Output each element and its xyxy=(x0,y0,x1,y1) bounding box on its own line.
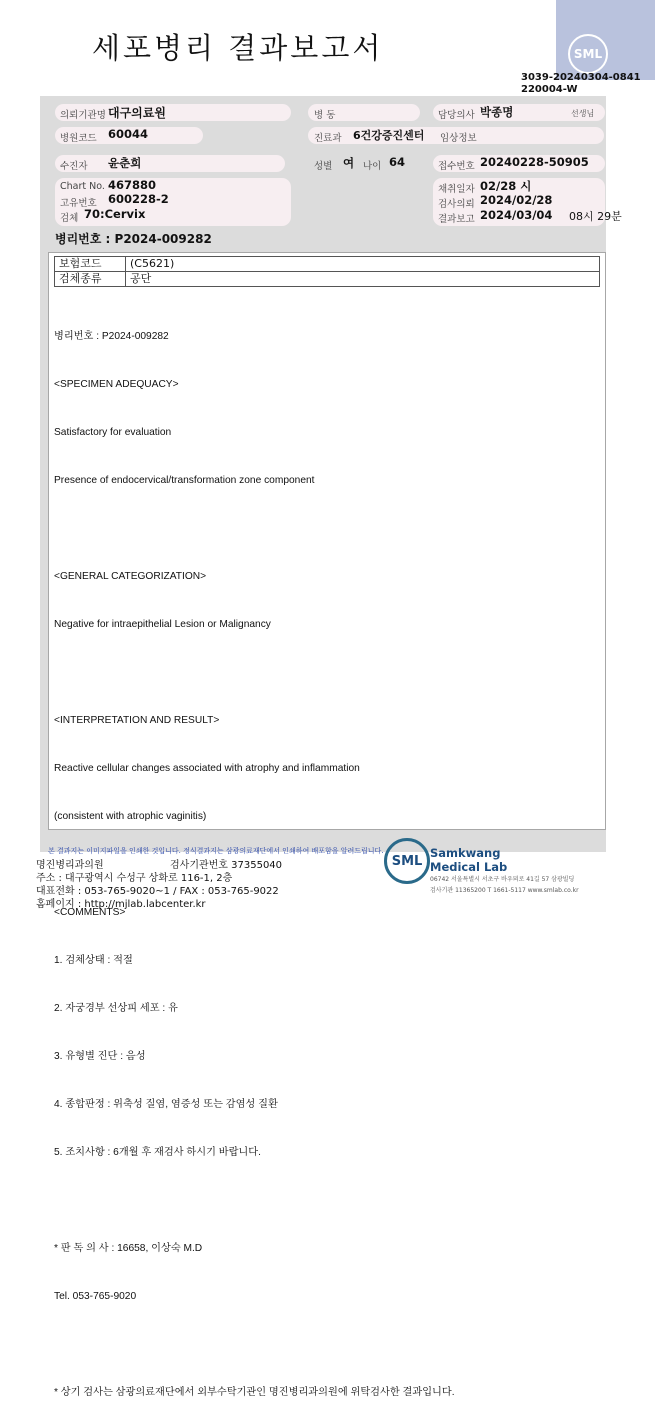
age-value: 64 xyxy=(389,155,406,169)
report-line: <COMMENTS> xyxy=(54,907,126,918)
chart-value: 467880 xyxy=(108,178,157,192)
lab-phone: 대표전화 : 053-765-9020~1 / FAX : 053-765-9022 xyxy=(36,886,279,897)
footer-note: 본 결과지는 이미지파일을 인쇄한 것입니다. 정식결과지는 삼광의료재단에서 인쇄하여 배포함을 알려드립니다. xyxy=(48,847,384,855)
report-line: Presence of endocervical/transformation zone component xyxy=(54,475,315,486)
report-line xyxy=(54,1193,602,1209)
hospital-code-value: 60044 xyxy=(108,127,149,141)
patient-field xyxy=(55,155,285,172)
lab-code: 검사기관번호 37355040 xyxy=(170,860,283,871)
doctor-suffix: 선생님 xyxy=(571,109,595,118)
report-line: 4. 종합판정 : 위축성 질염, 염증성 또는 감염성 질환 xyxy=(54,1099,278,1110)
sml-name-line1: Samkwang xyxy=(430,846,501,860)
sml-name-line2: Medical Lab xyxy=(430,860,508,874)
report-time-value: 08시 29분 xyxy=(569,210,622,223)
ward-label: 병 동 xyxy=(314,110,336,121)
table-row xyxy=(55,272,600,287)
report-line: 3. 유형별 진단 : 음성 xyxy=(54,1051,146,1062)
pathology-number: 병리번호 : P2024-009282 xyxy=(55,232,212,246)
request-value: 2024/02/28 xyxy=(480,193,553,207)
report-line: * 상기 검사는 삼광의료재단에서 외부수탁기관인 명진병리과의원에 위탁검사한 결과입니다. xyxy=(54,1387,455,1398)
table-row xyxy=(55,257,600,272)
report-date-label: 결과보고 xyxy=(438,214,475,225)
specimen-type-value: 공단 xyxy=(126,272,600,287)
unique-value: 600228-2 xyxy=(108,192,169,206)
report-line: Satisfactory for evaluation xyxy=(54,427,172,438)
age-label: 나이 xyxy=(363,161,382,172)
header-accent xyxy=(556,0,655,80)
report-line: <SPECIMEN ADEQUACY> xyxy=(54,379,179,390)
report-line: Negative for intraepithelial Lesion or Malignancy xyxy=(54,619,271,630)
client-label: 의뢰기관명 xyxy=(60,110,106,121)
collect-value: 02/28 시 xyxy=(480,179,532,193)
report-line: 1. 검체상태 : 적절 xyxy=(54,955,133,966)
report-line: 5. 조치사항 : 6개월 후 재검사 하시기 바랍니다. xyxy=(54,1147,261,1158)
report-text xyxy=(54,297,602,1417)
patient-label: 수진자 xyxy=(60,161,88,172)
report-line: * 판 독 의 사 : 16658, 이상숙 M.D xyxy=(54,1243,203,1254)
specimen-label: 검체 xyxy=(60,213,79,224)
doctor-label: 담당의사 xyxy=(438,110,475,121)
request-label: 검사의뢰 xyxy=(438,199,475,210)
dept-value: 6건강증진센터 xyxy=(353,129,425,142)
insurance-table xyxy=(54,256,600,287)
hospital-code-label: 병원코드 xyxy=(60,133,97,144)
sml-logo-icon: SML xyxy=(568,34,608,74)
report-line: 병리번호 : P2024-009282 xyxy=(54,331,169,342)
dept-label: 진료과 xyxy=(314,133,342,144)
unique-label: 고유번호 xyxy=(60,198,97,209)
collect-label: 채취일자 xyxy=(438,184,475,195)
sex-value: 여 xyxy=(343,156,355,170)
sex-label: 성별 xyxy=(314,161,333,172)
lab-name: 명진병리과의원 xyxy=(36,860,104,871)
lab-homepage[interactable]: 홈페이지 : http://mjlab.labcenter.kr xyxy=(36,899,206,910)
receipt-value: 20240228-50905 xyxy=(480,155,589,169)
document-number xyxy=(521,72,641,96)
report-line: Reactive cellular changes associated with atrophy and inflammation xyxy=(54,763,360,774)
sml-footer-logo-icon: SML xyxy=(384,838,430,884)
report-line: 2. 자궁경부 선상피 세포 : 유 xyxy=(54,1003,178,1014)
specimen-type-label: 검체종류 xyxy=(55,272,126,287)
lab-address: 주소 : 대구광역시 수성구 상화로 116-1, 2층 xyxy=(36,873,233,884)
chart-label: Chart No. xyxy=(60,181,105,192)
report-line xyxy=(54,521,602,537)
report-line: <GENERAL CATEGORIZATION> xyxy=(54,571,207,582)
patient-value: 윤춘희 xyxy=(108,156,142,170)
report-line: Tel. 053-765-9020 xyxy=(54,1291,137,1302)
specimen-value: 70:Cervix xyxy=(84,207,146,221)
sml-address xyxy=(430,874,579,896)
client-value: 대구의료원 xyxy=(108,106,166,120)
clinic-info-label: 임상정보 xyxy=(440,133,477,144)
sml-company-name xyxy=(430,846,507,874)
document-number-line1: 3039-20240304-0841 xyxy=(521,72,641,83)
sml-address-line2: 검사기관 11365200 T 1661-5117 www.smlab.co.kr xyxy=(430,887,579,894)
report-title: 세포병리 결과보고서 xyxy=(92,31,384,65)
report-line: <INTERPRETATION AND RESULT> xyxy=(54,715,220,726)
report-line xyxy=(54,665,602,681)
document-number-line2: 220004-W xyxy=(521,84,578,95)
report-line: (consistent with atrophic vaginitis) xyxy=(54,811,207,822)
insurance-code-value: (C5621) xyxy=(126,257,600,272)
report-line xyxy=(54,1337,602,1353)
sml-address-line1: 06742 서울특별시 서초구 바우뫼로 41길 57 삼광빌딩 xyxy=(430,876,575,883)
doctor-value: 박종명 xyxy=(480,105,514,119)
insurance-code-label: 보험코드 xyxy=(55,257,126,272)
report-date-value: 2024/03/04 xyxy=(480,208,553,222)
receipt-label: 접수번호 xyxy=(438,161,475,172)
